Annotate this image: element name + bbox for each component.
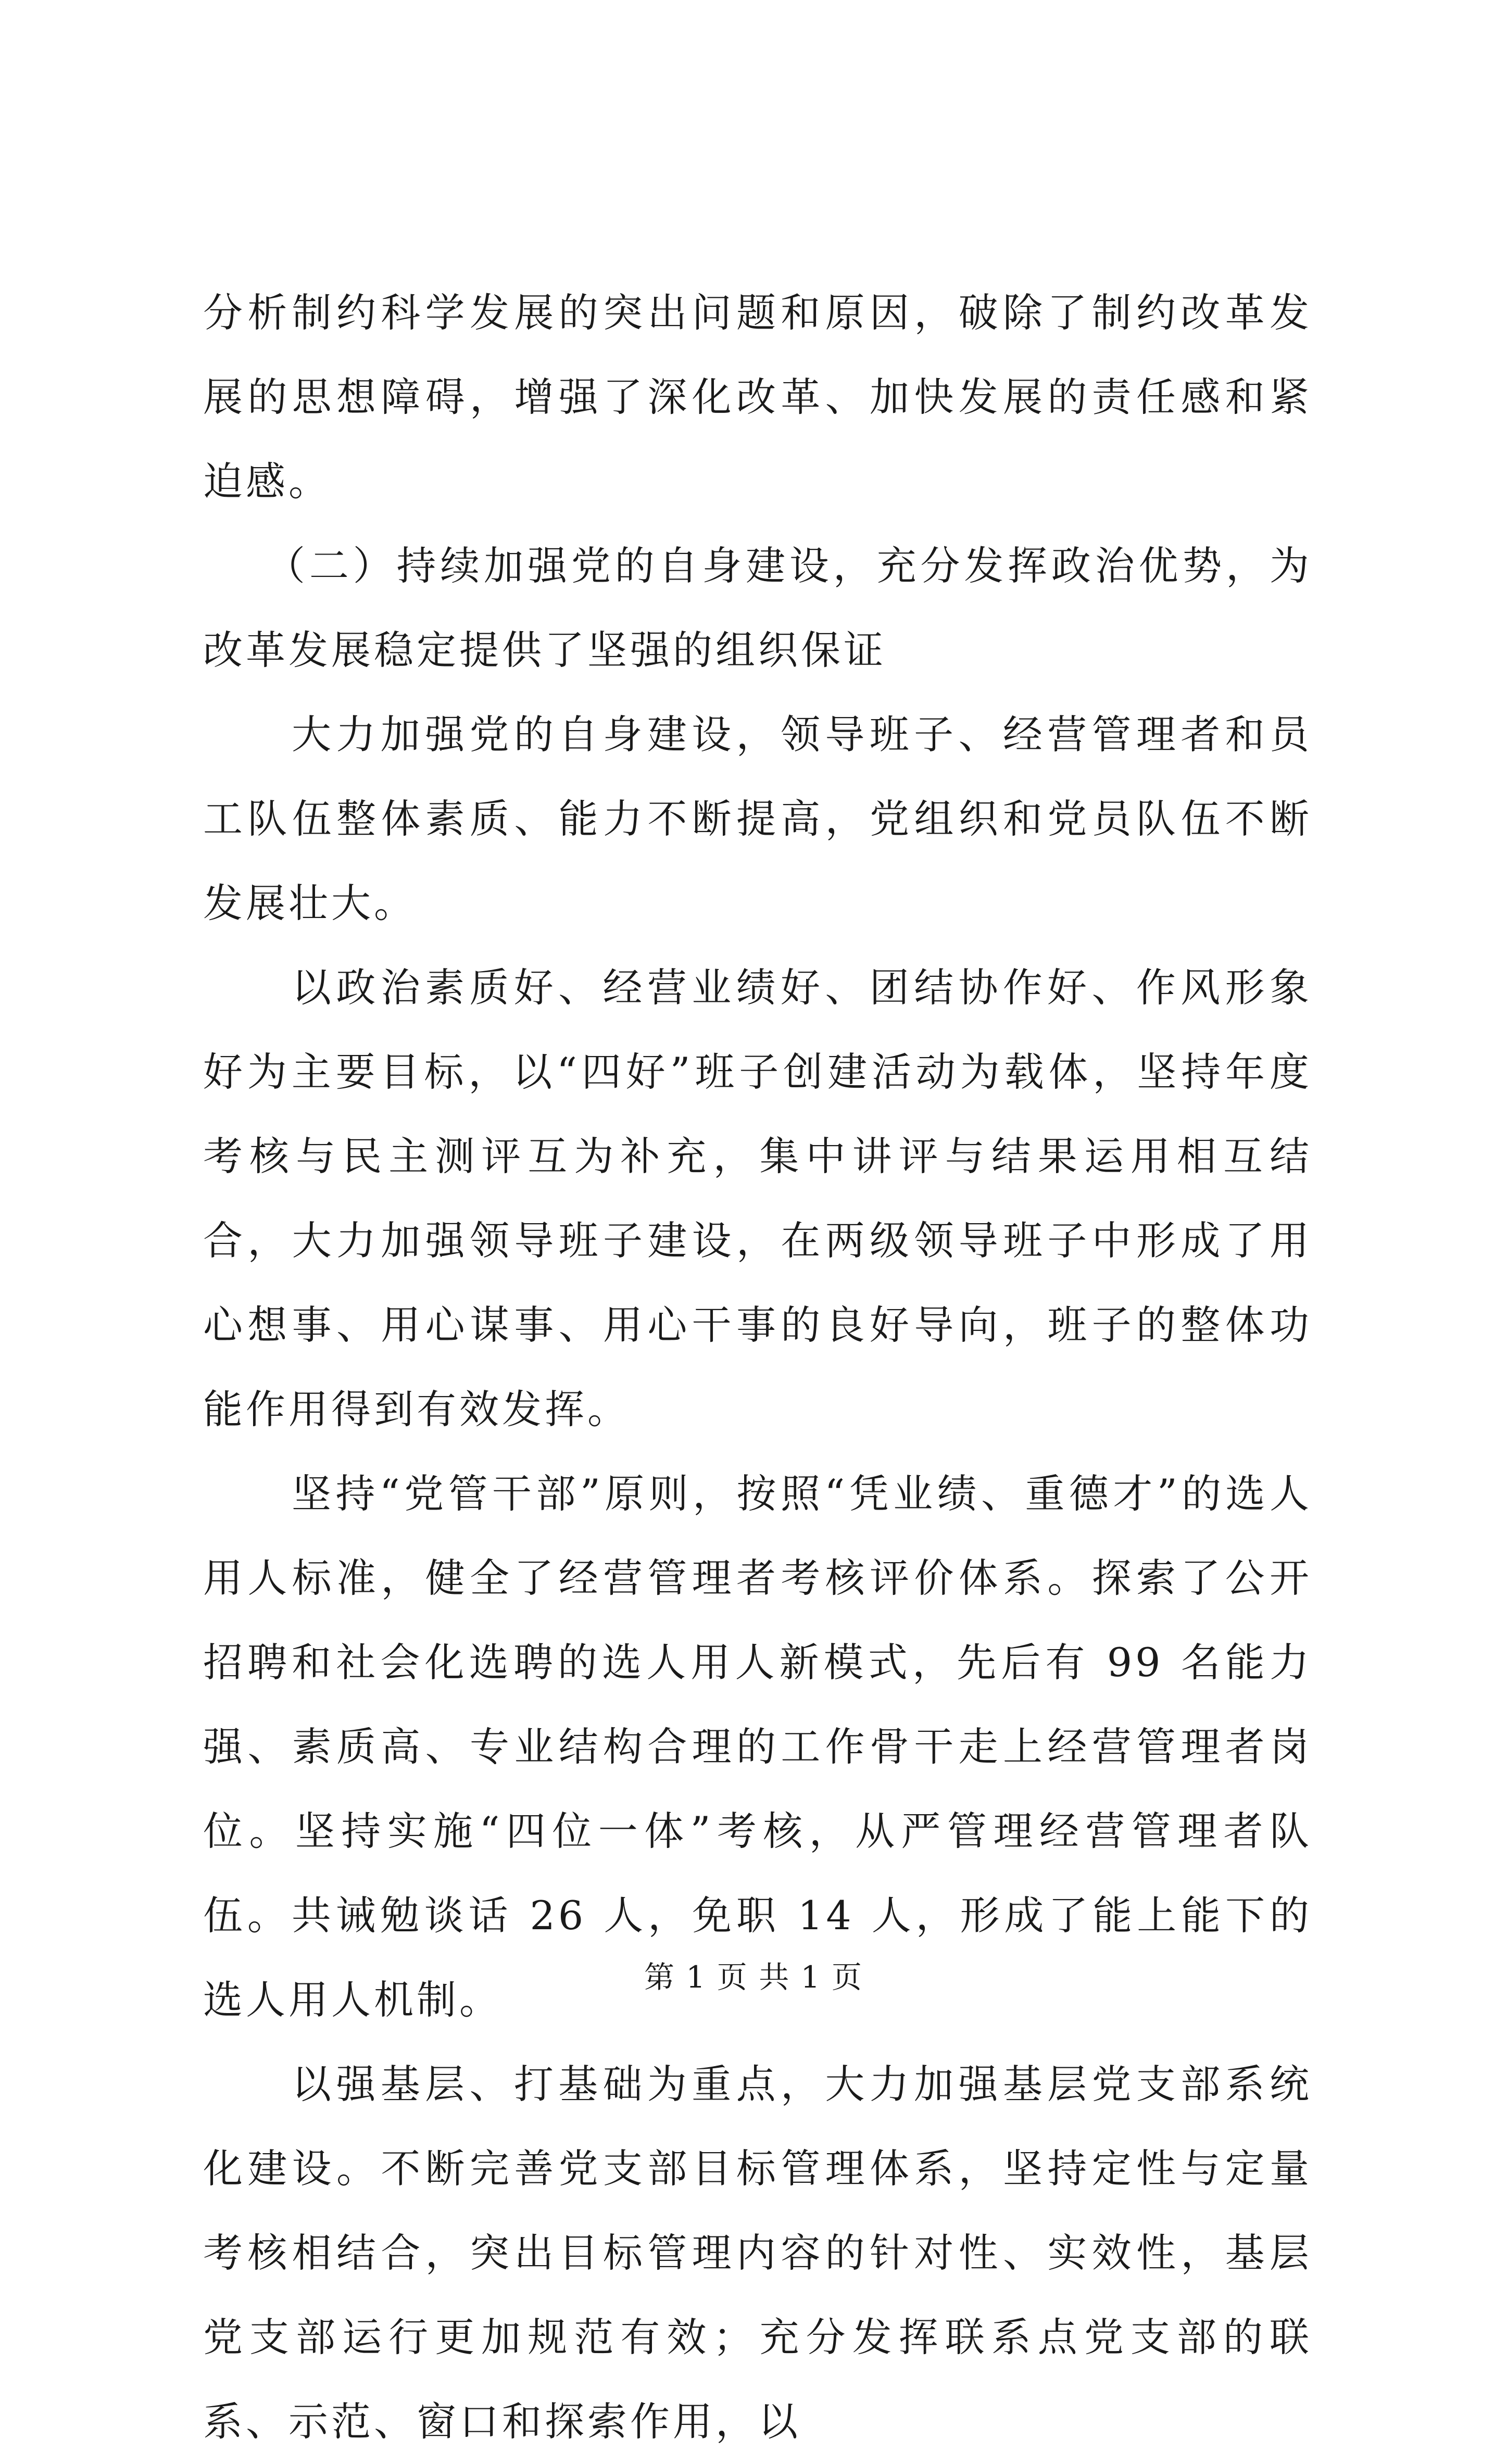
paragraph: 以政治素质好、经营业绩好、团结协作好、作风形象好为主要目标，以“四好”班子创建活动为载体，坚持年度考核与民主测评互为补充，集中讲评与结果运用相互结合，大力加强领导班子建设，在两级领导班子中形成了用心想事、用心谋事、用心干事的良好导向，班子的整体功能作用得到有效发挥。 [203,964,1312,1432]
page-footer: 第 1 页 共 1 页 [644,1959,863,1995]
paragraph: 坚持“党管干部”原则，按照“凭业绩、重德才”的选人用人标准，健全了经营管理者考核评价体系。探索了公开招聘和社会化选聘的选人用人新模式，先后有 99 名能力强、素质高、专业结构合理的工作骨干走上经营管理者岗位。坚持实施“四位一体”考核，从严管理经营管理者队伍。共诫勉谈话 26 人，免职 14 人，形成了能上能下的选人用人机制。 [203,1470,1312,2023]
paragraph: 大力加强党的自身建设，领导班子、经营管理者和员工队伍整体素质、能力不断提高，党组织和党员队伍不断发展壮大。 [203,711,1312,926]
section-heading: （二）持续加强党的自身建设，充分发挥政治优势，为改革发展稳定提供了坚强的组织保证 [203,543,1312,673]
paragraph-continuation: 分析制约科学发展的突出问题和原因，破除了制约改革发展的思想障碍，增强了深化改革、加快发展的责任感和紧迫感。 [203,290,1312,505]
paragraph: 以强基层、打基础为重点，大力加强基层党支部系统化建设。不断完善党支部目标管理体系，坚持定性与定量考核相结合，突出目标管理内容的针对性、实效性，基层党支部运行更加规范有效；充分发挥联系点党支部的联系、示范、窗口和探索作用，以 [203,2061,1312,2445]
document-body [203,271,1312,2464]
